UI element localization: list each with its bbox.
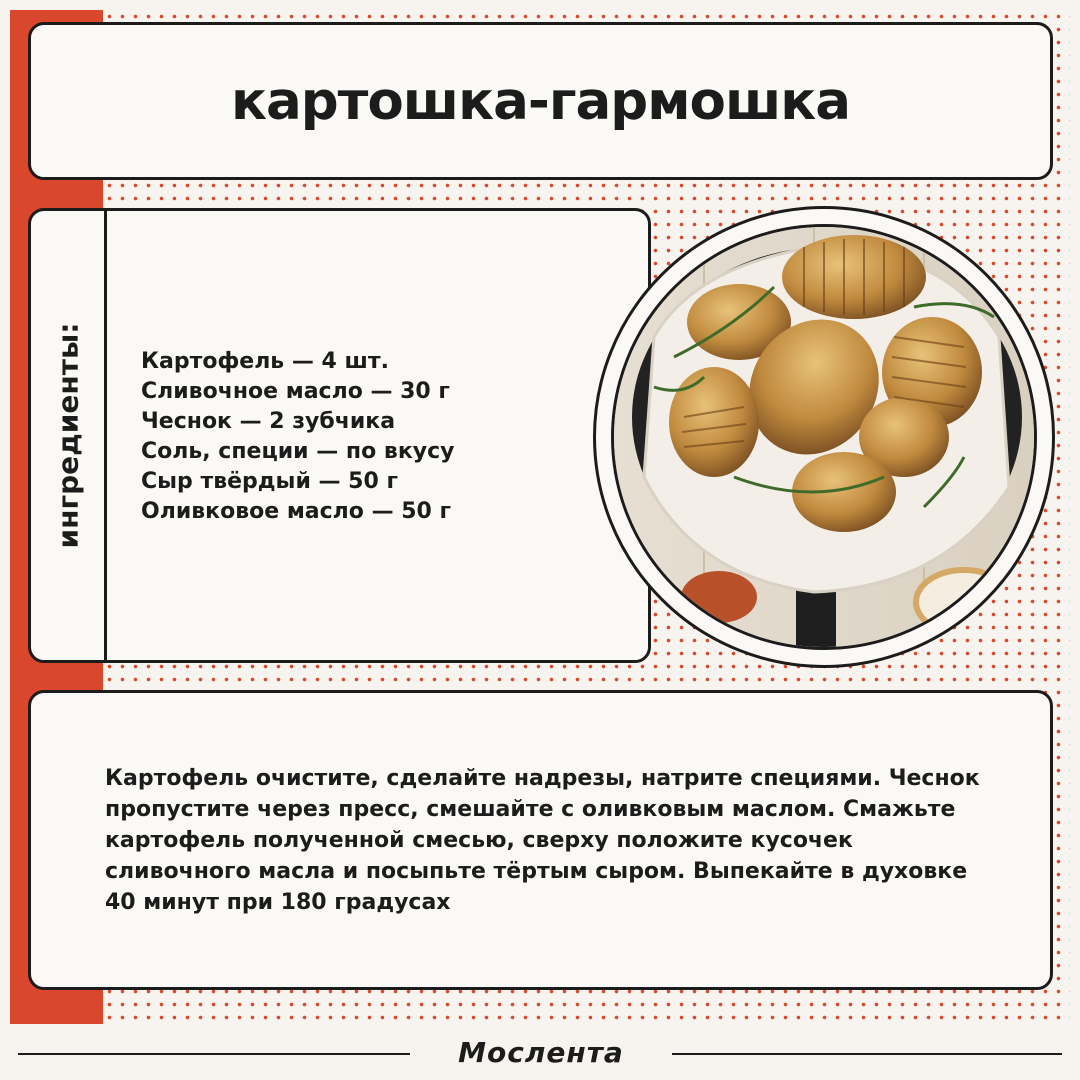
divider [104,211,107,660]
ingredients-card [28,208,651,663]
ingredients-list [141,347,454,527]
ingredients-heading-column [31,211,104,660]
ingredients-heading: ингредиенты: [51,322,85,549]
page-title: картошка-гармошка [231,70,850,132]
list-item: Соль, специи — по вкусу [141,439,455,464]
title-card [28,22,1053,180]
list-item: Чеснок — 2 зубчика [141,409,396,434]
list-item: Сливочное масло — 30 г [141,379,450,404]
method-text: Картофель очистите, сделайте надрезы, натрите специями. Чеснок пропустите через пресс, смешайте с оливковым маслом. Смажьте картофель полученной смесью, сверху положите кусочек сливочного масла и посыпьте тёртым сыром. Выпекайте в духовке 40 минут при 180 градусах [105,766,980,915]
footer-divider-right [672,1053,1062,1055]
potatoes-pan-icon [614,227,1037,650]
method-card [28,690,1053,990]
brand-logo[interactable]: Мослента [458,1036,624,1069]
footer-divider-left [18,1053,410,1055]
list-item: Сыр твёрдый — 50 г [141,469,398,494]
list-item: Картофель — 4 шт. [141,349,389,374]
list-item: Оливковое масло — 50 г [141,499,451,524]
food-photo [611,224,1037,650]
